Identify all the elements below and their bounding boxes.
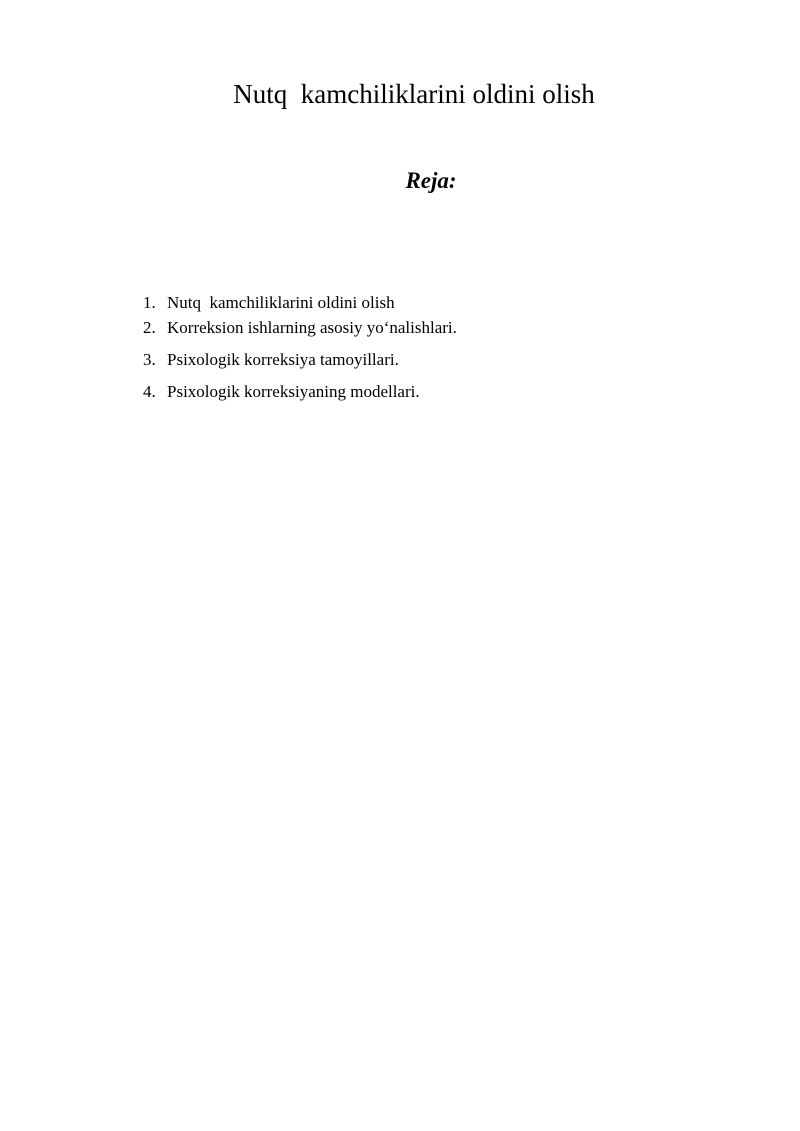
list-item-number: 3. [143, 350, 156, 369]
document-title: Nutq kamchiliklarini oldini olish [233, 79, 595, 109]
list-item-number: 4. [143, 382, 156, 401]
list-item-number: 1. [143, 293, 156, 312]
list-item-text: Nutq kamchiliklarini oldini olish [167, 293, 395, 312]
list-item-text: Korreksion ishlarning asosiy yo‘nalishlari. [167, 318, 457, 337]
plan-heading: Reja: [405, 168, 457, 193]
list-item [143, 317, 457, 339]
list-item [143, 381, 457, 403]
plan-list [143, 292, 457, 403]
list-item-text: Psixologik korreksiyaning modellari. [167, 382, 420, 401]
list-item [143, 349, 457, 371]
list-item-text: Psixologik korreksiya tamoyillari. [167, 350, 399, 369]
list-item [143, 292, 457, 314]
list-item-number: 2. [143, 318, 156, 337]
